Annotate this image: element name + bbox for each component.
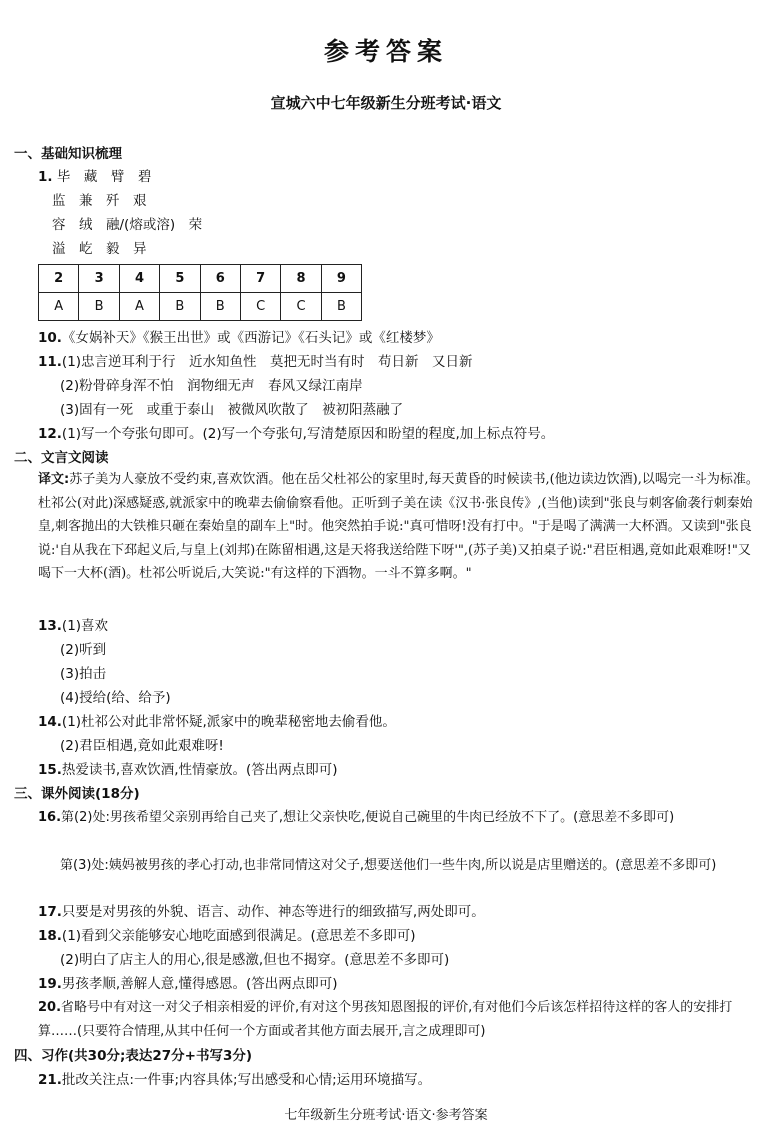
q11-line-1 (38, 352, 473, 372)
q19 (38, 974, 338, 994)
q16-part-1 (38, 806, 762, 830)
q14-line-1 (38, 712, 396, 732)
page-title: 参考答案 (323, 37, 448, 66)
q1-row-2: 监 兼 歼 艰 (52, 193, 147, 209)
table-answer-cell: B (160, 293, 200, 321)
q13-line-3: (3)拍击 (60, 666, 107, 682)
q16-part-2: 第(3)处:姨妈被男孩的孝心打动,也非常同情这对父子,想要送他们一些牛肉,所以说是店里赠送的。(意思差不多即可) (60, 858, 717, 873)
q19-number: 19. (38, 976, 62, 992)
q15-number: 15. (38, 762, 62, 778)
table-answer-cell: C (281, 293, 321, 321)
table-answer-cell: B (200, 293, 240, 321)
table-answer-cell: C (240, 293, 280, 321)
table-header-cell: 3 (79, 265, 119, 293)
q18-line-2: (2)明白了店主人的用心,很是感激,但也不揭穿。(意思差不多即可) (60, 952, 450, 968)
q20-text: 省略号中有对这一对父子相亲相爱的评价,有对这个男孩知恩图报的评价,有对他们今后该怎样招待这样的客人的安排打算……(只要符合情理,从其中任何一个方面或者其他方面去展开,言之成理即可) (38, 1000, 733, 1039)
q13-line-1-text: (1)喜欢 (61, 618, 109, 634)
q1-row-1 (38, 167, 151, 187)
q10-text: 《女娲补天》《猴王出世》或《西游记》《石头记》或《红楼梦》 (61, 330, 440, 346)
q1-row-1-text: 毕 藏 臂 碧 (56, 169, 152, 185)
q14-line-1-text: (1)杜祁公对此非常怀疑,派家中的晚辈秘密地去偷看他。 (61, 714, 396, 730)
table-header-cell: 7 (240, 265, 280, 293)
q16-part-1-text: 第(2)处:男孩希望父亲别再给自己夹了,想让父亲快吃,便说自己碗里的牛肉已经放不下了。(意思差不多即可) (61, 810, 675, 825)
table-answer-cell: A (39, 293, 79, 321)
table-header-cell: 6 (200, 265, 240, 293)
table-header-cell: 2 (39, 265, 79, 293)
q14-number: 14. (38, 714, 62, 730)
section-2-heading: 二、文言文阅读 (14, 450, 109, 466)
answer-table-answer-row (39, 293, 362, 321)
q15 (38, 760, 338, 780)
translation-paragraph (38, 468, 762, 586)
q12-number: 12. (38, 426, 62, 442)
q11-number: 11. (38, 354, 62, 370)
q17-text: 只要是对男孩的外貌、语言、动作、神态等进行的细致描写,两处即可。 (61, 904, 485, 920)
table-header-cell: 5 (160, 265, 200, 293)
q1-number: 1. (38, 169, 53, 185)
q11-line-1-text: (1)忠言逆耳利于行 近水知鱼性 莫把无时当有时 苟日新 又日新 (61, 354, 473, 370)
page-footer: 七年级新生分班考试·语文·参考答案 (284, 1108, 488, 1123)
table-header-cell: 4 (119, 265, 159, 293)
q20-number: 20. (38, 1000, 62, 1015)
table-answer-cell: A (119, 293, 159, 321)
table-header-cell: 8 (281, 265, 321, 293)
table-header-cell: 9 (321, 265, 361, 293)
q1-row-4: 溢 屹 毅 异 (52, 241, 147, 257)
q19-text: 男孩孝顺,善解人意,懂得感恩。(答出两点即可) (61, 976, 338, 992)
q20 (38, 996, 762, 1043)
q21-number: 21. (38, 1072, 62, 1088)
q13-line-4: (4)授给(给、给予) (60, 690, 171, 706)
section-4-heading: 四、习作(共30分;表达27分+书写3分) (14, 1048, 253, 1064)
q17 (38, 902, 485, 922)
q17-number: 17. (38, 904, 62, 920)
section-1-heading: 一、基础知识梳理 (14, 146, 122, 162)
table-answer-cell: B (321, 293, 361, 321)
q13-number: 13. (38, 618, 62, 634)
q15-text: 热爱读书,喜欢饮酒,性情豪放。(答出两点即可) (61, 762, 338, 778)
exam-subtitle: 宣城六中七年级新生分班考试·语文 (270, 94, 502, 112)
q12-text: (1)写一个夸张句即可。(2)写一个夸张句,写清楚原因和盼望的程度,加上标点符号。 (61, 426, 555, 442)
q11-line-3: (3)固有一死 或重于泰山 被微风吹散了 被初阳蒸融了 (60, 402, 404, 418)
q1-row-3: 容 绒 融/(熔或溶) 荣 (52, 217, 203, 233)
q10-number: 10. (38, 330, 62, 346)
table-answer-cell: B (79, 293, 119, 321)
q12 (38, 424, 554, 444)
translation-label: 译文: (38, 472, 70, 487)
answer-table (38, 264, 362, 321)
section-3-heading: 三、课外阅读(18分) (14, 786, 140, 802)
q18-line-1-text: (1)看到父亲能够安心地吃面感到很满足。(意思差不多即可) (61, 928, 416, 944)
q16-number: 16. (38, 810, 62, 825)
q18-number: 18. (38, 928, 62, 944)
q21 (38, 1070, 431, 1090)
translation-text: 苏子美为人豪放不受约束,喜欢饮酒。他在岳父杜祁公的家里时,每天黄昏的时候读书,(他边读边饮酒),以喝完一斗为标准。杜祁公(对此)深感疑惑,就派家中的晚辈去偷偷察看他。正听到子美在读《汉书·张良传》,(当他)读到"张良与刺客偷袭行刺秦始皇,刺客抛出的大铁椎只砸在秦始皇的副车上"时。他突然拍手说:"真可惜呀!没有打中。"于是喝了满满一大杯酒。又读到"张良说:'自从我在下邳起义后,与皇上(刘邦)在陈留相遇,这是天将我送给陛下呀'",(苏子美)又拍桌子说:"君臣相遇,竟如此艰难呀!"又喝下一大杯(酒)。杜祁公听说后,大笑说:"有这样的下酒物。一斗不算多啊。" (38, 472, 759, 581)
q11-line-2: (2)粉骨碎身浑不怕 润物细无声 春风又绿江南岸 (60, 378, 363, 394)
q21-text: 批改关注点:一件事;内容具体;写出感受和心情;运用环境描写。 (61, 1072, 432, 1088)
q13-line-2: (2)听到 (60, 642, 107, 658)
q13-line-1 (38, 616, 108, 636)
q18-line-1 (38, 926, 416, 946)
q10 (38, 328, 440, 348)
answer-table-header-row (39, 265, 362, 293)
q14-line-2: (2)君臣相遇,竟如此艰难呀! (60, 738, 224, 754)
